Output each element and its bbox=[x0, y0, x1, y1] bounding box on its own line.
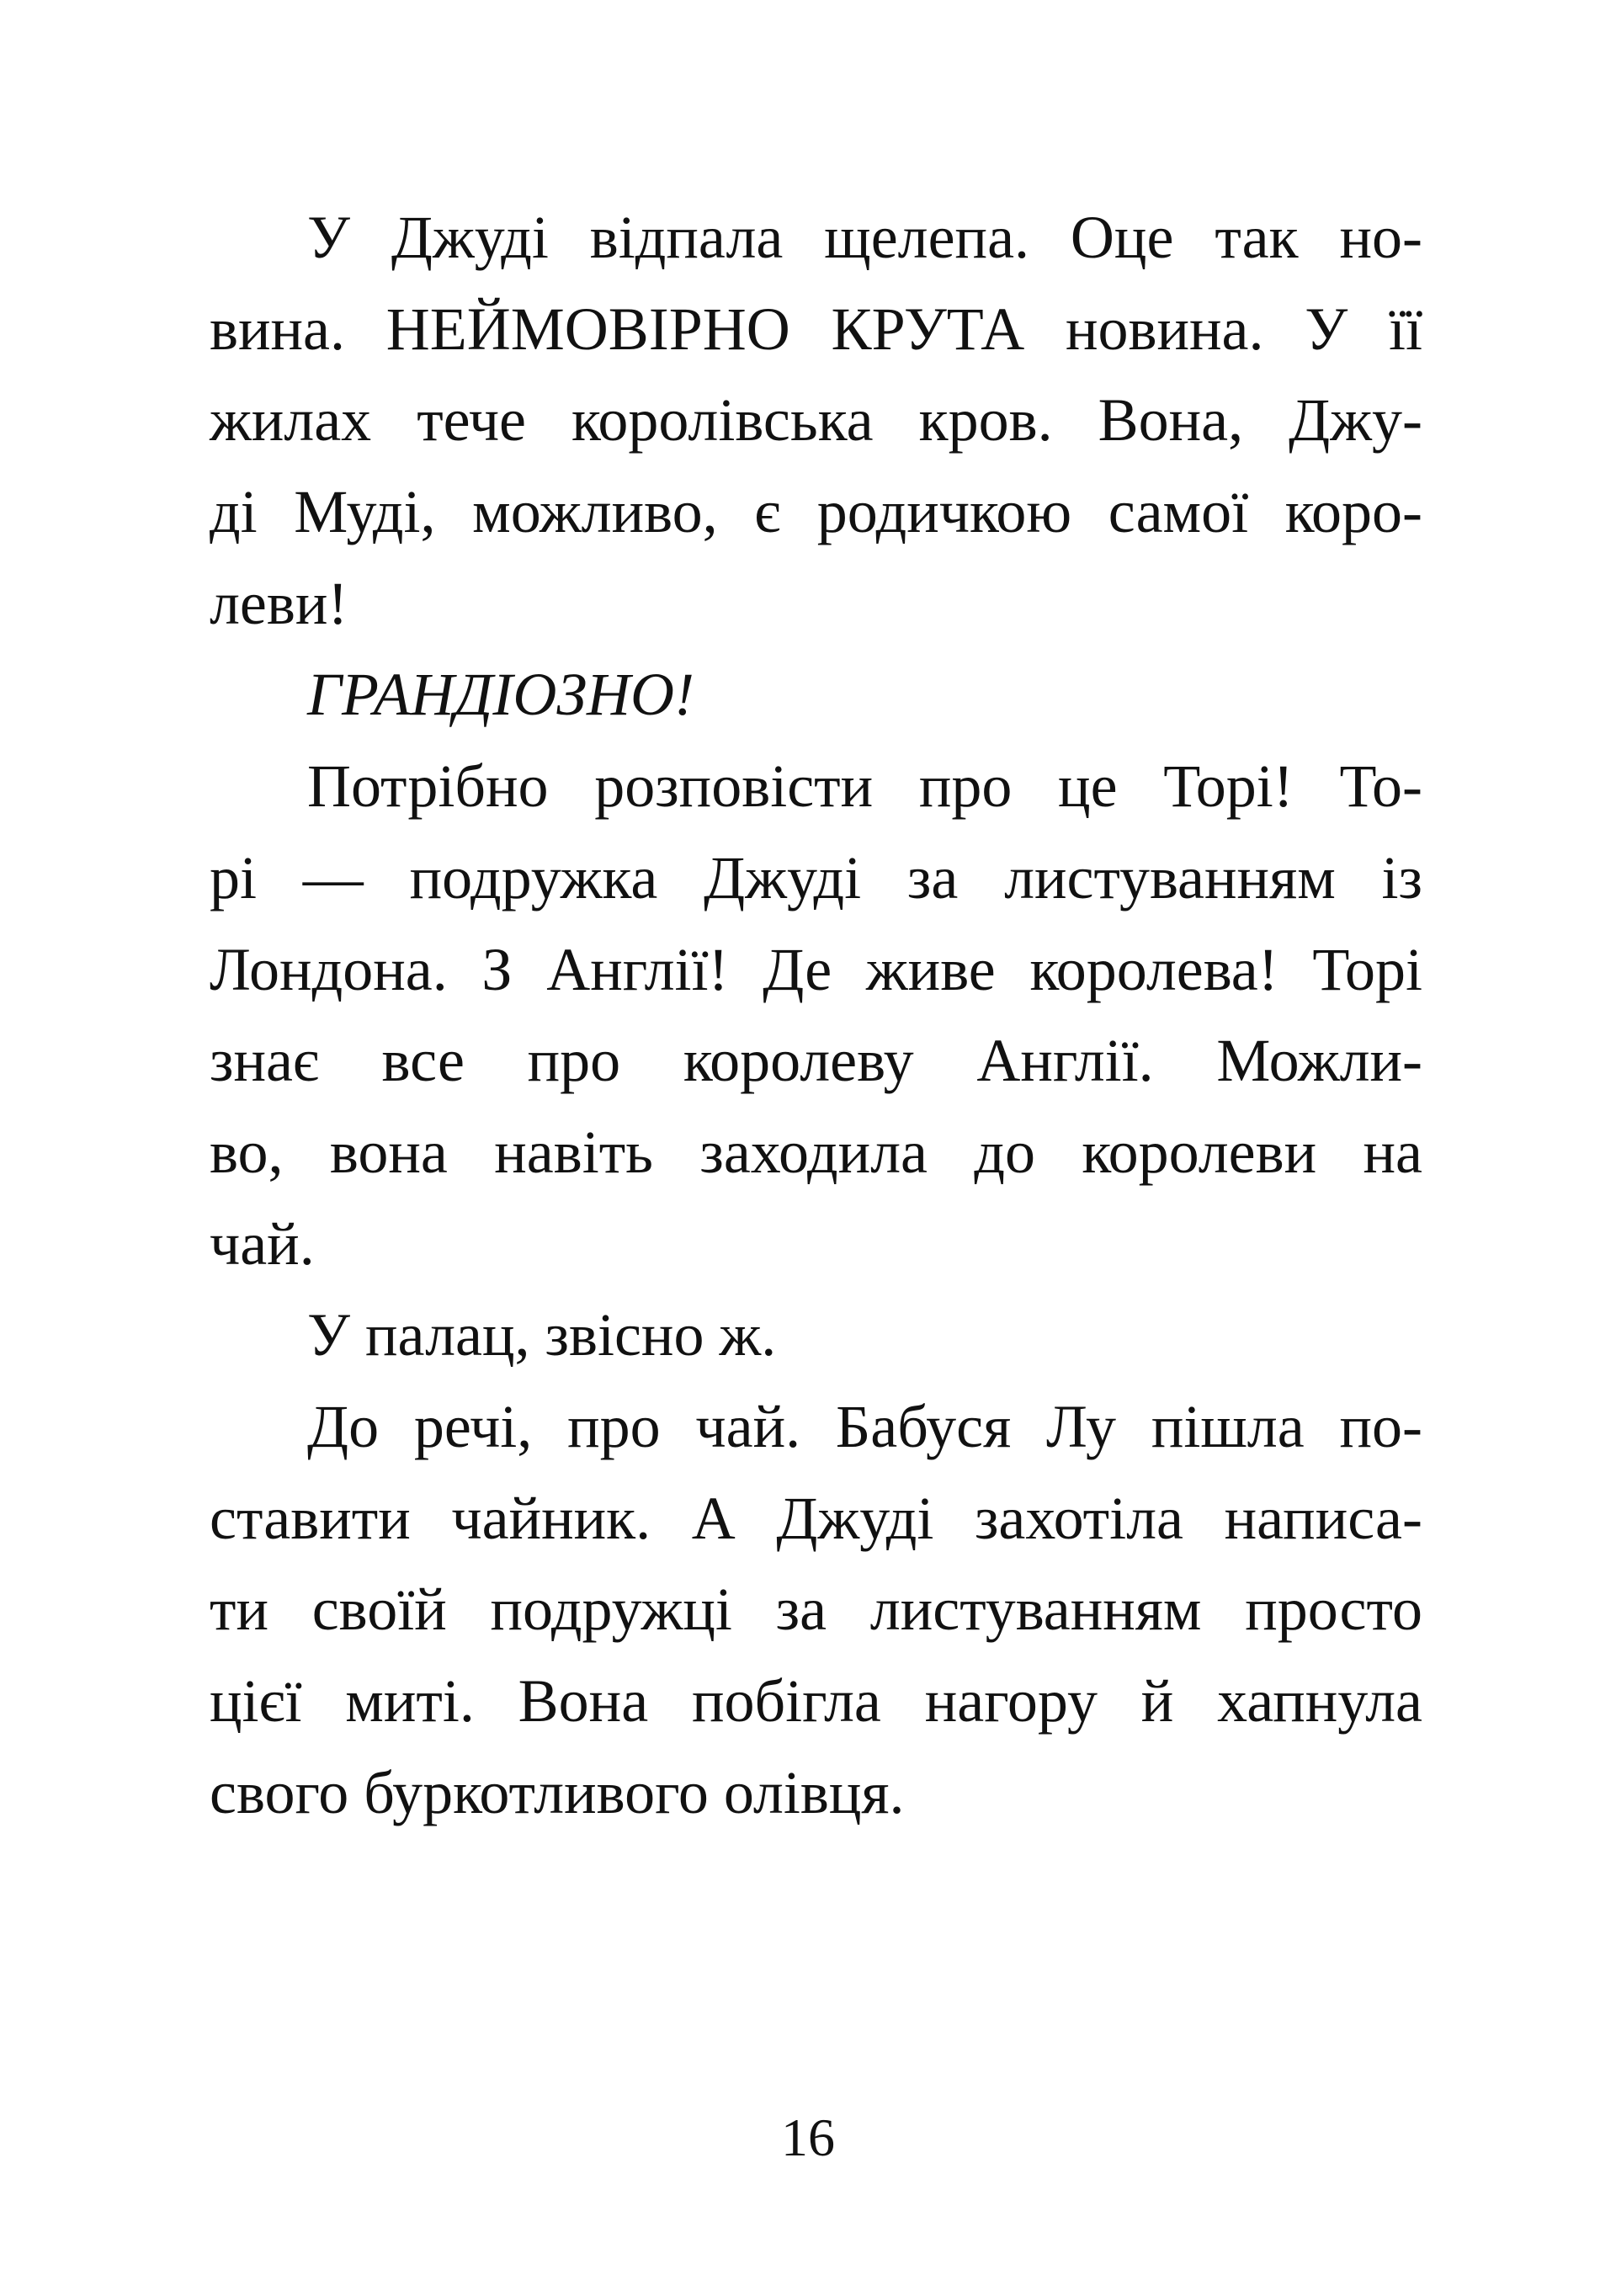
text-line: вина. НЕЙМОВІРНО КРУТА новина. У її bbox=[210, 295, 1422, 363]
text-line: ти своїй подружці за листуванням просто bbox=[210, 1576, 1422, 1644]
text-line: До речі, про чай. Бабуся Лу пішла по- bbox=[307, 1392, 1422, 1460]
page-number: 16 bbox=[781, 2107, 835, 2167]
text-line: свого буркотливого олівця. bbox=[210, 1758, 905, 1826]
text-line: чай. bbox=[210, 1209, 315, 1278]
text-line: ставити чайник. А Джуді захотіла написа- bbox=[210, 1484, 1422, 1552]
text-line: цієї миті. Вона побігла нагору й хапнула bbox=[210, 1667, 1422, 1735]
text-line: жилах тече королівська кров. Вона, Джу- bbox=[210, 386, 1422, 454]
body-text bbox=[210, 192, 1422, 1838]
text-line: во, вона навіть заходила до королеви на bbox=[210, 1118, 1422, 1186]
text-line: У Джуді відпала щелепа. Оце так но- bbox=[307, 204, 1422, 271]
text-line: леви! bbox=[210, 569, 348, 637]
text-line: Потрібно розповісти про це Торі! То- bbox=[307, 752, 1422, 821]
text-line: знає все про королеву Англії. Можли- bbox=[210, 1027, 1422, 1095]
text-line-emphasis: ГРАНДІОЗНО! bbox=[307, 661, 694, 729]
text-line: рі — подружка Джуді за листуванням із bbox=[210, 843, 1422, 911]
text-line: У палац, звісно ж. bbox=[307, 1301, 777, 1369]
text-line: Лондона. З Англії! Де живе королева! Торі bbox=[210, 935, 1422, 1003]
text-line: ді Муді, можливо, є родичкою самої коро- bbox=[210, 478, 1422, 546]
